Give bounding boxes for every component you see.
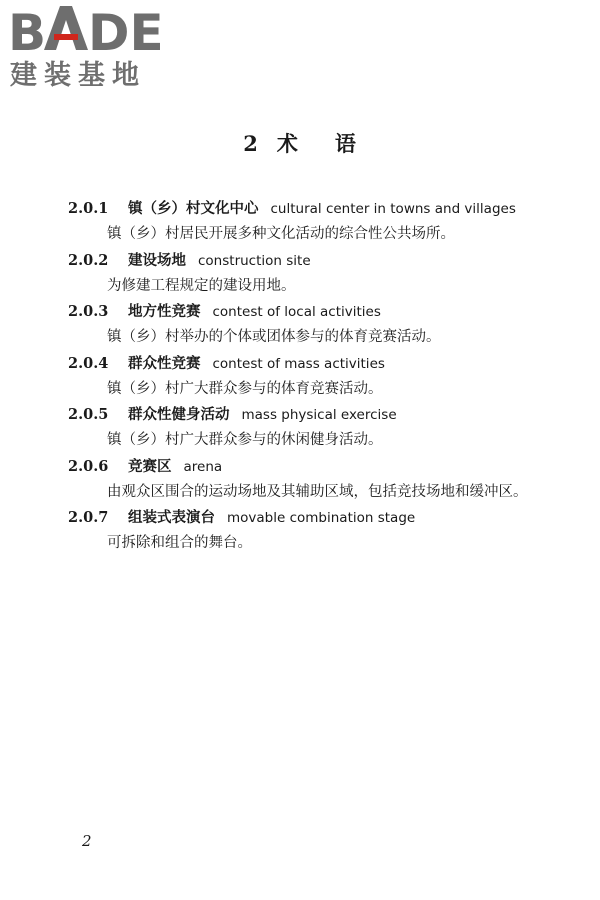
chapter-number: 2 bbox=[243, 131, 259, 156]
term-chinese: 竞赛区 bbox=[128, 457, 172, 475]
chapter-title bbox=[0, 128, 600, 158]
term-english: movable combination stage bbox=[227, 510, 416, 526]
logo-letter-a bbox=[44, 6, 88, 50]
term-english: contest of local activities bbox=[212, 304, 381, 320]
logo-letter-b: B bbox=[8, 4, 47, 62]
term-entry bbox=[68, 351, 548, 403]
term-number: 2.0.5 bbox=[68, 406, 109, 423]
term-english: contest of mass activities bbox=[212, 355, 385, 372]
term-english: arena bbox=[183, 458, 223, 475]
term-entry bbox=[68, 454, 548, 506]
term-definition: 镇（乡）村广大群众参与的休闲健身活动。 bbox=[107, 432, 383, 448]
logo-accent-bar bbox=[54, 34, 78, 40]
term-number: 2.0.6 bbox=[68, 457, 109, 475]
page-number: 2 bbox=[82, 832, 92, 850]
term-english: mass physical exercise bbox=[241, 407, 397, 423]
bade-logo bbox=[8, 4, 178, 90]
term-chinese: 建设场地 bbox=[128, 251, 186, 269]
term-english: cultural center in towns and villages bbox=[270, 201, 516, 217]
term-chinese: 群众性健身活动 bbox=[128, 406, 230, 423]
term-entry bbox=[68, 402, 548, 454]
term-number: 2.0.4 bbox=[68, 354, 109, 372]
term-number: 2.0.1 bbox=[68, 200, 109, 217]
term-number: 2.0.7 bbox=[68, 509, 109, 526]
term-definition: 由观众区围合的运动场地及其辅助区域，包括竞技场地和缓冲区。 bbox=[107, 483, 528, 500]
logo-letters-de: DE bbox=[88, 4, 164, 62]
term-entry bbox=[68, 196, 548, 248]
term-definition: 镇（乡）村举办的个体或团体参与的体育竞赛活动。 bbox=[107, 329, 441, 345]
term-definition: 可拆除和组合的舞台。 bbox=[107, 535, 252, 551]
term-english: construction site bbox=[198, 252, 311, 269]
term-chinese: 镇（乡）村文化中心 bbox=[128, 200, 259, 217]
chapter-title-part1: 术 bbox=[276, 131, 299, 156]
term-definition: 镇（乡）村广大群众参与的体育竞赛活动。 bbox=[107, 380, 383, 397]
term-number: 2.0.3 bbox=[68, 303, 109, 320]
term-chinese: 组装式表演台 bbox=[128, 509, 215, 526]
term-chinese: 群众性竞赛 bbox=[128, 354, 201, 372]
term-chinese: 地方性竞赛 bbox=[128, 303, 201, 320]
term-number: 2.0.2 bbox=[68, 251, 109, 269]
chapter-title-part2: 语 bbox=[334, 131, 357, 156]
term-definition: 为修建工程规定的建设用地。 bbox=[107, 277, 296, 294]
term-entry bbox=[68, 299, 548, 351]
term-entry bbox=[68, 505, 548, 557]
terms-list bbox=[68, 196, 548, 557]
term-definition: 镇（乡）村居民开展多种文化活动的综合性公共场所。 bbox=[107, 226, 455, 242]
logo-subtitle: 建装基地 bbox=[10, 60, 146, 90]
term-entry bbox=[68, 248, 548, 300]
bade-logo-graphic bbox=[8, 4, 178, 90]
